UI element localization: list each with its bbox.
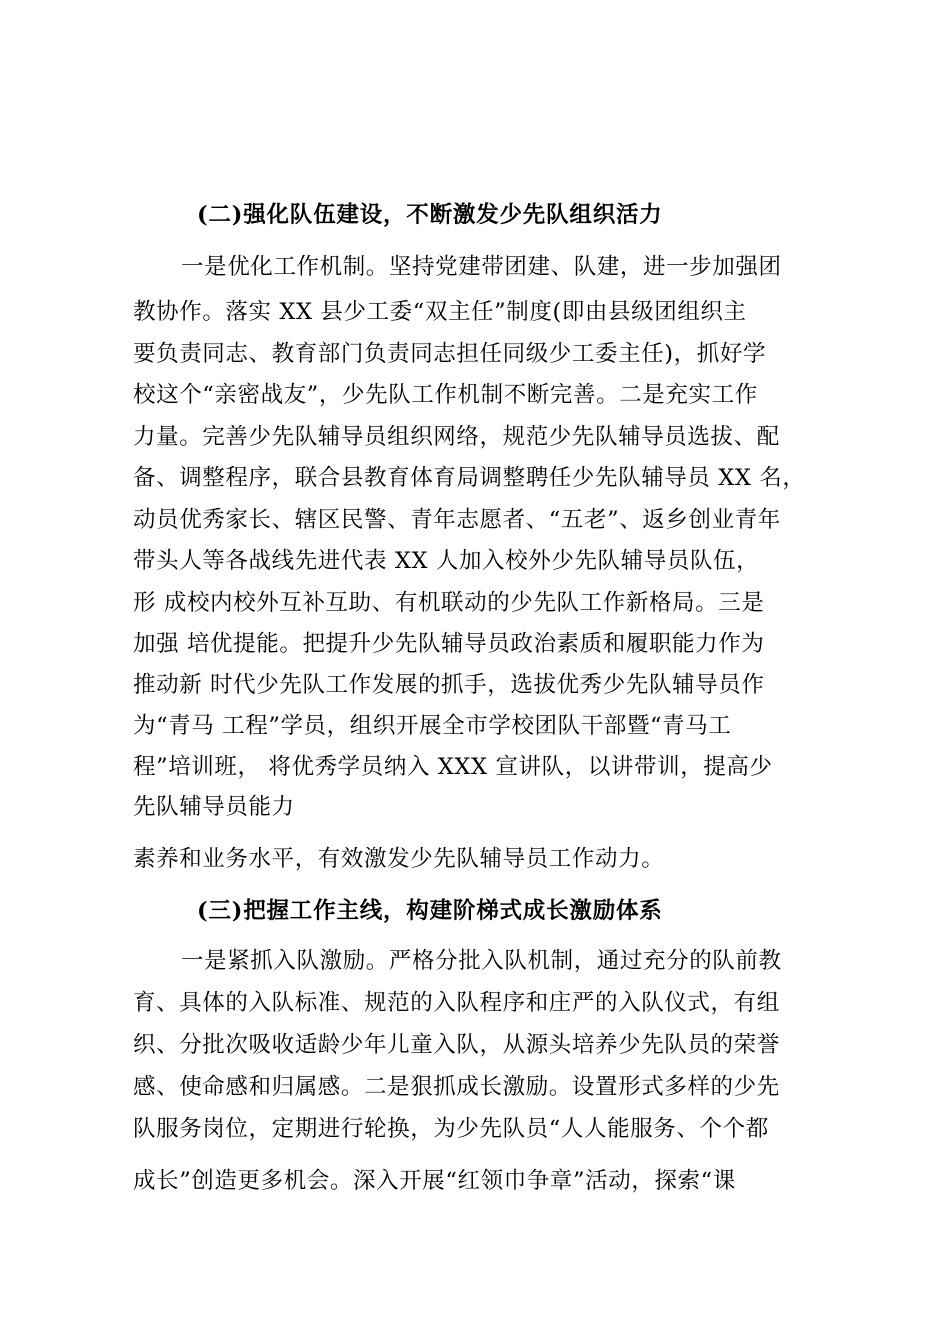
section-3-line-3: 织、分批次吸收适龄少年儿童入队，从源头培养少先队员的荣誉 [133,1032,780,1058]
section-2-line-9: 形 成校内校外互补互助、有机联动的少先队工作新格局。三是 [133,590,765,616]
section-3-line-4: 感、使命感和归属感。二是狠抓成长激励。设置形式多样的少先 [133,1074,780,1100]
section-2-line-4: 校这个“亲密战友”，少先队工作机制不断完善。二是充实工作 [133,382,758,408]
section-2-line-11: 推动新 时代少先队工作发展的抓手，选拔优秀少先队辅导员作 [133,672,765,698]
section-3-heading: (三)把握工作主线，构建阶梯式成长激励体系 [197,898,663,924]
section-2-line-3: 要负责同志、教育部门负责同志担任同级少工委主任)，抓好学 [133,341,767,367]
section-2-line-6: 备、调整程序，联合县教育体育局调整聘任少先队辅导员 XX 名， [133,465,806,491]
section-3-line-2: 育、具体的入队标准、规范的入队程序和庄严的入队仪式，有组 [133,990,780,1016]
section-2-heading: (二)强化队伍建设，不断激发少先队组织活力 [197,202,663,228]
section-3-line-5: 队服务岗位，定期进行轮换，为少先队员“人人能服务、个个都 [133,1116,769,1142]
section-2-line-5: 力量。完善少先队辅导员组织网络，规范少先队辅导员选拔、配 [133,424,780,450]
section-3-line-1: 一是紧抓入队激励。严格分批入队机制，通过充分的队前教 [181,948,782,974]
section-2-line-8: 带头人等各战线先进代表 XX 人加入校外少先队辅导员队伍， [133,548,760,574]
section-2-line-12: 为“青马 工程”学员，组织开展全市学校团队干部暨“青马工 [133,713,732,739]
section-2-line-2: 教协作。落实 XX 县少工委“双主任”制度(即由县级团组织主 [133,299,747,325]
section-3-line-6: 成长”创造更多机会。深入开展“红领巾争章”活动，探索“课 [133,1168,736,1194]
section-2-line-10: 加强 培优提能。把提升少先队辅导员政治素质和履职能力作为 [133,631,765,657]
section-2-line-15: 素养和业务水平，有效激发少先队辅导员工作动力。 [133,846,665,872]
section-2-line-14: 先队辅导员能力 [133,794,295,820]
section-2-line-7: 动员优秀家长、辖区民警、青年志愿者、“五老”、返乡创业青年 [133,507,781,533]
section-2-line-13: 程”培训班， 将优秀学员纳入 XXX 宣讲队，以讲带训，提高少 [133,754,773,780]
section-2-line-1: 一是优化工作机制。坚持党建带团建、队建，进一步加强团 [181,254,782,280]
